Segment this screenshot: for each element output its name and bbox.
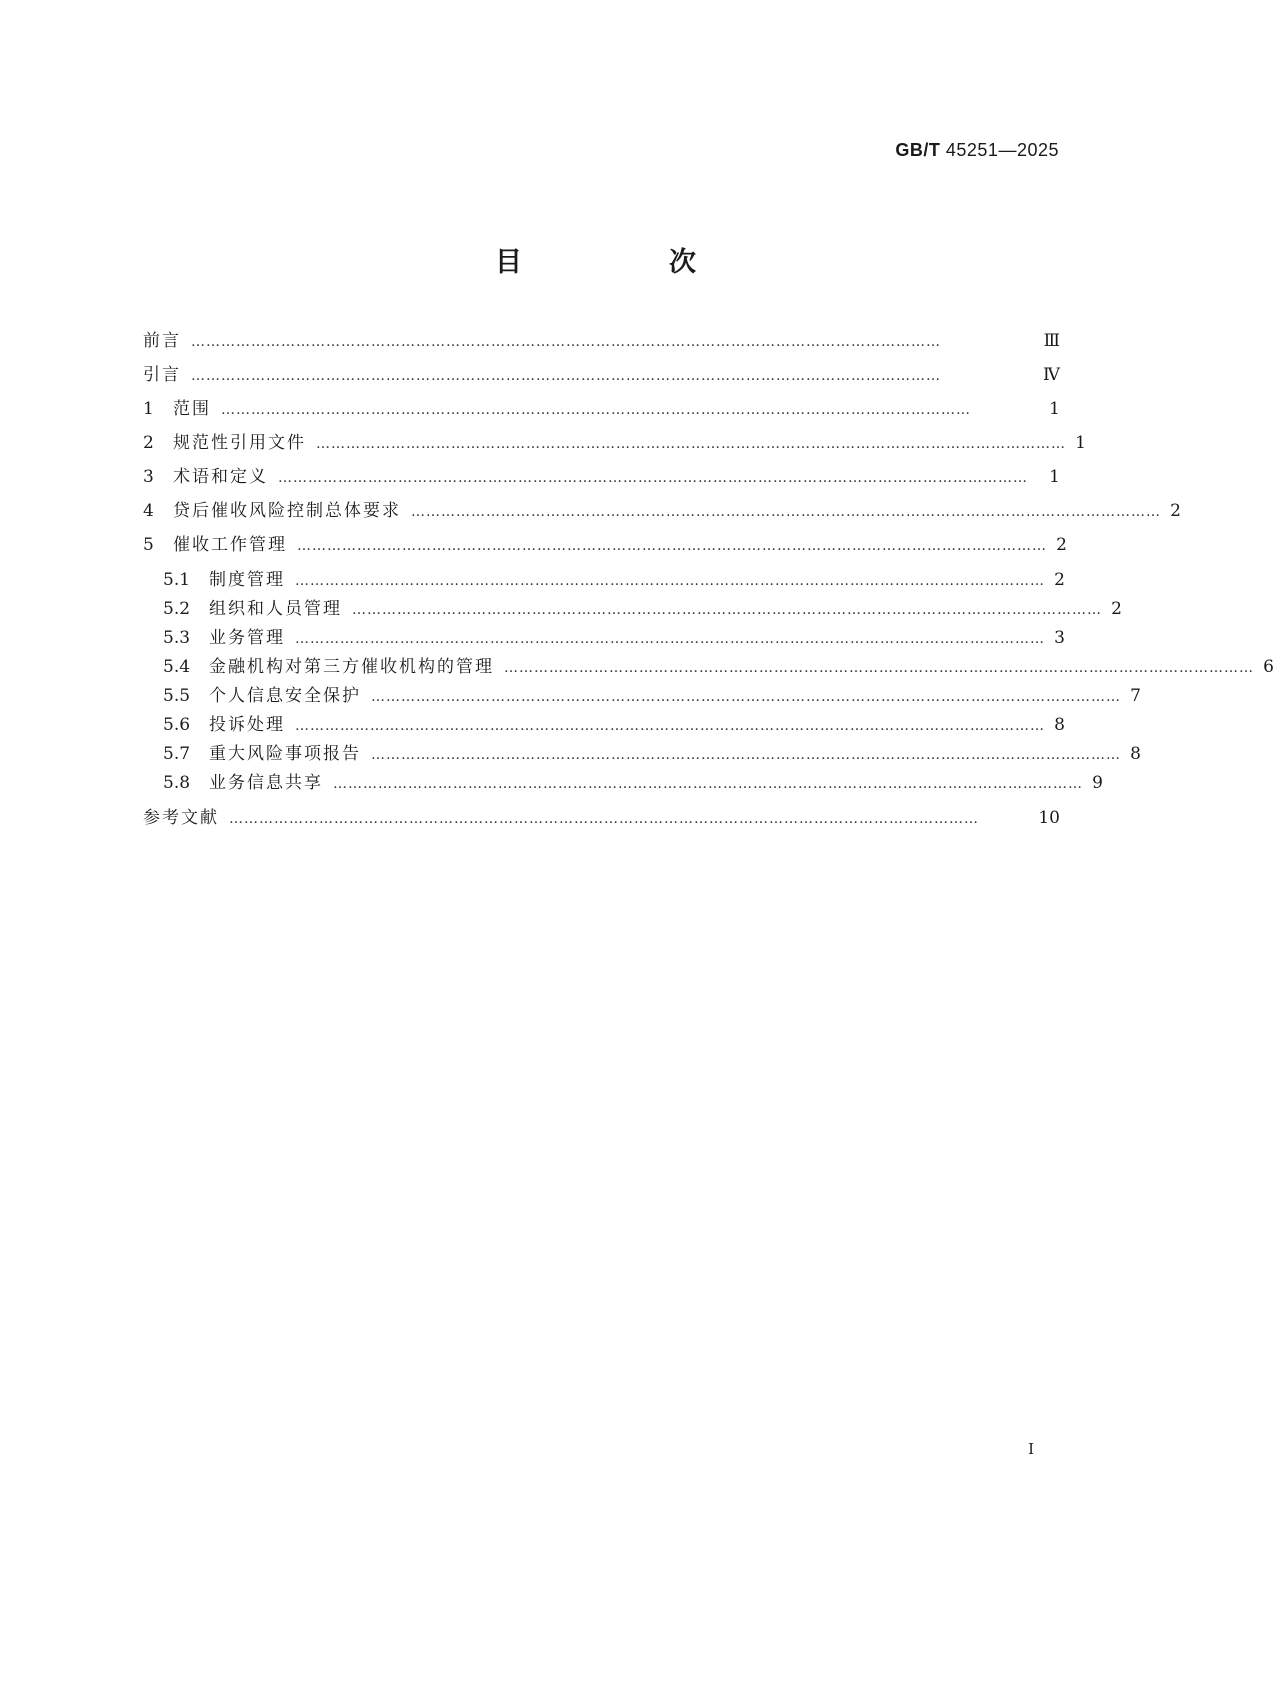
toc-entry-label: 业务信息共享 (209, 773, 323, 793)
toc-entry-label: 规范性引用文件 (173, 433, 306, 453)
toc-entry-page: 7 (1130, 686, 1141, 706)
toc-entry-number: 5.2 (163, 599, 191, 619)
toc-entry-5-5[interactable] (163, 685, 1141, 707)
standard-prefix: GB/T (895, 140, 941, 160)
toc-entry-collection-management[interactable] (143, 534, 1067, 556)
toc-entry-number: 3 (143, 467, 154, 487)
toc-entry-scope[interactable] (143, 398, 1060, 420)
dot-leader: …………………………………………………………………………………………………………………………………… (191, 334, 941, 350)
toc-entry-number: 5.3 (163, 628, 191, 648)
toc-entry-5-7[interactable] (163, 743, 1141, 765)
toc-entry-number: 2 (143, 433, 154, 453)
toc-entry-label: 催收工作管理 (173, 535, 287, 555)
toc-entry-introduction[interactable] (143, 364, 1060, 386)
toc-entry-label: 组织和人员管理 (209, 599, 342, 619)
dot-leader: …………………………………………………………………………………………………………………………………… (504, 660, 1254, 676)
toc-entry-page: Ⅲ (1043, 331, 1060, 351)
toc-entry-page: 9 (1092, 773, 1103, 793)
page-number: I (1028, 1440, 1034, 1458)
toc-entry-terms-definitions[interactable] (143, 466, 1060, 488)
dot-leader: …………………………………………………………………………………………………………………………………… (191, 368, 941, 384)
toc-entry-label: 制度管理 (209, 570, 285, 590)
toc-entry-label: 前言 (143, 331, 181, 351)
toc-entry-number: 5.7 (163, 744, 191, 764)
dot-leader: …………………………………………………………………………………………………………………………………… (333, 776, 1083, 792)
toc-entry-number: 5.6 (163, 715, 191, 735)
dot-leader: …………………………………………………………………………………………………………………………………… (295, 718, 1045, 734)
toc-entry-5-4[interactable] (163, 656, 1274, 678)
toc-entry-page: 10 (1038, 808, 1060, 828)
toc-entry-5-1[interactable] (163, 569, 1065, 591)
standard-number (895, 140, 1059, 161)
toc-entry-number: 1 (143, 399, 154, 419)
toc-entry-label: 个人信息安全保护 (209, 686, 361, 706)
dot-leader: …………………………………………………………………………………………………………………………………… (316, 436, 1066, 452)
toc-entry-label: 金融机构对第三方催收机构的管理 (209, 657, 494, 677)
dot-leader: …………………………………………………………………………………………………………………………………… (229, 811, 979, 827)
toc-entry-5-8[interactable] (163, 772, 1103, 794)
toc-entry-page: 6 (1263, 657, 1274, 677)
dot-leader: …………………………………………………………………………………………………………………………………… (295, 573, 1045, 589)
dot-leader: …………………………………………………………………………………………………………………………………… (297, 538, 1047, 554)
toc-entry-page: 8 (1130, 744, 1141, 764)
toc-entry-page: 1 (1049, 467, 1060, 487)
dot-leader: …………………………………………………………………………………………………………………………………… (411, 504, 1161, 520)
toc-entry-5-6[interactable] (163, 714, 1065, 736)
toc-entry-number: 5.1 (163, 570, 191, 590)
dot-leader: …………………………………………………………………………………………………………………………………… (221, 402, 971, 418)
toc-entry-page: Ⅳ (1043, 365, 1060, 385)
toc-entry-page: 2 (1170, 501, 1181, 521)
toc-entry-page: 8 (1054, 715, 1065, 735)
dot-leader: …………………………………………………………………………………………………………………………………… (278, 470, 1028, 486)
toc-entry-label: 参考文献 (143, 808, 219, 828)
toc-entry-number: 5.8 (163, 773, 191, 793)
toc-entry-normative-references[interactable] (143, 432, 1086, 454)
toc-entry-label: 业务管理 (209, 628, 285, 648)
toc-entry-label: 术语和定义 (173, 467, 268, 487)
toc-entry-label: 范围 (173, 399, 211, 419)
toc-entry-label: 贷后催收风险控制总体要求 (173, 501, 401, 521)
toc-entry-number: 5.5 (163, 686, 191, 706)
toc-entry-page: 3 (1054, 628, 1065, 648)
toc-entry-page: 2 (1111, 599, 1122, 619)
toc-entry-number: 5.4 (163, 657, 191, 677)
toc-entry-number: 4 (143, 501, 154, 521)
toc-entry-page: 2 (1054, 570, 1065, 590)
toc-entry-foreword[interactable] (143, 330, 1060, 352)
standard-code: 45251—2025 (945, 140, 1059, 160)
toc-entry-page: 2 (1056, 535, 1067, 555)
toc-entry-general-requirements[interactable] (143, 500, 1181, 522)
dot-leader: …………………………………………………………………………………………………………………………………… (295, 631, 1045, 647)
toc-title: 目 次 (495, 247, 756, 278)
toc-entry-5-2[interactable] (163, 598, 1122, 620)
toc-entry-label: 引言 (143, 365, 181, 385)
toc-entry-bibliography[interactable] (143, 807, 1060, 829)
dot-leader: …………………………………………………………………………………………………………………………………… (352, 602, 1102, 618)
dot-leader: …………………………………………………………………………………………………………………………………… (371, 689, 1121, 705)
toc-entry-label: 投诉处理 (209, 715, 285, 735)
toc-entry-label: 重大风险事项报告 (209, 744, 361, 764)
toc-entry-page: 1 (1075, 433, 1086, 453)
dot-leader: …………………………………………………………………………………………………………………………………… (371, 747, 1121, 763)
toc-entry-5-3[interactable] (163, 627, 1065, 649)
toc-entry-page: 1 (1049, 399, 1060, 419)
toc-entry-number: 5 (143, 535, 154, 555)
